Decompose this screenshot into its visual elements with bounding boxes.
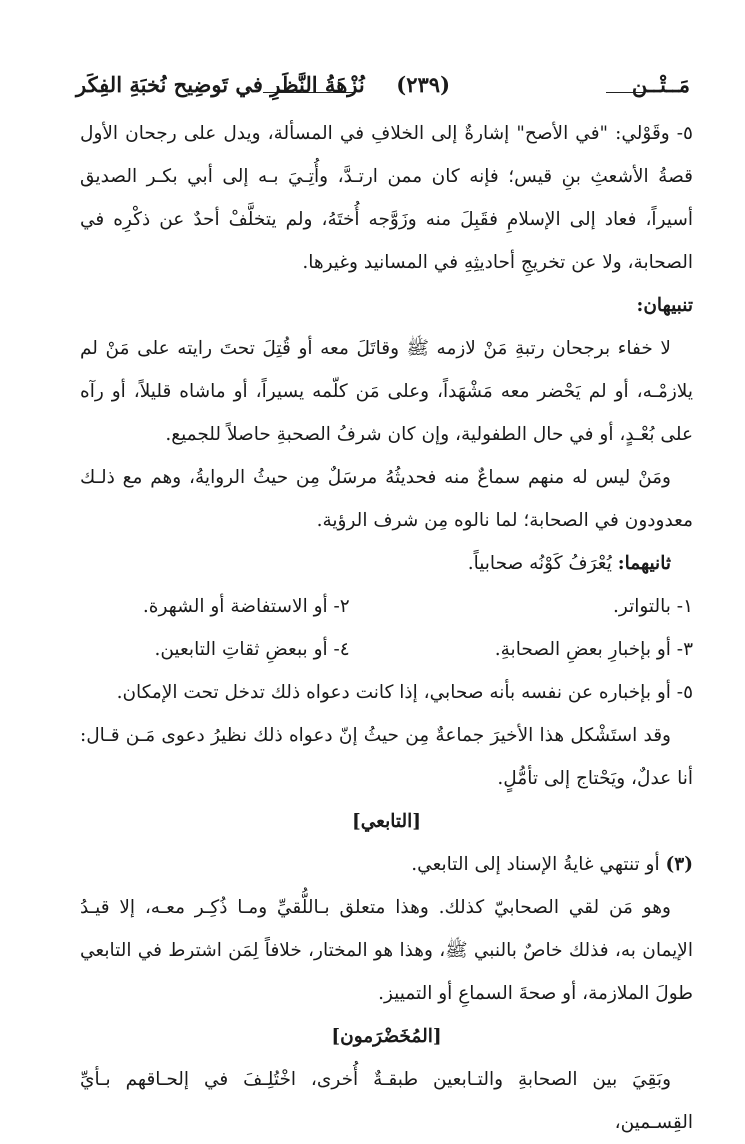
method-2: ٢- أو الاستفاضة أو الشهرة. xyxy=(142,596,350,617)
heading-tabii: [التابعي] xyxy=(352,811,421,832)
paragraph-objection: وقد استَشْكل هذا الأخيرَ جماعةٌ مِن حيثُ إنّ دعواه ذلك نظيرُ دعوى مَـن قـال: أنا عدلٌ، ويَحْتاج إلى تأمُّلٍ. xyxy=(80,725,693,789)
tabii-point-text: أو تنتهي غايةُ الإسناد إلى التابعي. xyxy=(411,854,660,875)
paragraph-second-note xyxy=(80,542,693,585)
header-section-label: مَــتْــن xyxy=(631,72,690,97)
tanbihan-heading: تنبيهان: xyxy=(636,295,693,316)
point-5-text: "في الأصح" إشارةٌ إلى الخلافِ في المسألة، ويدل على رجحان الأول قصةُ الأشعثِ بنِ قيس؛ فإنه كان ممن ارتـدَّ، وأُتِـيَ بـه إلى أبي بكـر الصديق أسيراً، فعاد إلى الإسلامِ فقَبِلَ منه وزَوَّجه أُختَهُ، ولم يتخلَّفْ أحدٌ عن ذكْرِه في الصحابة، ولا عن تخريجِ أحاديثِهِ في المسانيد وغيرها. xyxy=(80,123,693,273)
header-rule-right xyxy=(606,92,644,93)
method-5: ٥- أو بإخباره عن نفسه بأنه صحابي، إذا كانت دعواه ذلك تدخل تحت الإمكان. xyxy=(116,682,693,703)
header-book-title: نُزْهَةُ النَّظَرِ في تَوضِيح نُخبَةِ الفِكَر xyxy=(76,72,365,97)
paragraph-tabii-definition: وهو مَن لقي الصحابيّ كذلك. وهذا متعلق بـاللُّقيِّ ومـا ذُكِـر معـه، إلا قيـدُ الإيمان به، فذلك خاصٌ بالنبي ﷺ، وهذا هو المختار، خلافاً لِمَن اشترط في التابعي طولَ الملازمة، أو صحةَ السماعِ أو التمييز. xyxy=(80,897,693,1004)
paragraph-mursal: ومَنْ ليس له منهم سماعٌ منه فحديثُهُ مرسَلٌ مِن حيثُ الروايةُ، وهم مع ذلـك معدودون في الصحابة؛ لما نالوه مِن شرف الرؤية. xyxy=(80,467,693,531)
second-note-label: ثانيهما: xyxy=(617,553,671,574)
paragraph-rank: لا خفاء برجحان رتبةِ مَنْ لازمه ﷺ وقاتَلَ معه أو قُتِلَ تحتَ رايته على مَنْ لم يلازمْـه، أو لم يَحْضر معه مَشْهَداً، وعلى مَن كلّمه يسيراً، أو ماشاه قليلاً، أو رآه على بُعْـدٍ، أو في حال الطفولية، وإن كان شرفُ الصحبةِ حاصلاً للجميع. xyxy=(80,338,693,445)
page-body xyxy=(80,112,693,1144)
running-header xyxy=(76,66,690,106)
header-page-number: (٢٣٩) xyxy=(396,72,450,97)
paragraph-mukhadram: وبَقِيَ بين الصحابةِ والتـابعين طبقـةٌ أُخرى، اخْتُلِـفَ في إلحـاقهم بـأيِّ القِسـمين، xyxy=(80,1069,693,1133)
method-1: ١- بالتواتر. xyxy=(612,596,693,617)
methods-row-2 xyxy=(80,628,693,671)
method-4: ٤- أو ببعضِ ثقاتِ التابعين. xyxy=(154,639,350,660)
heading-mukhadram: [المُخَضْرَمون] xyxy=(331,1026,442,1047)
paragraph-tabii-point xyxy=(80,843,693,886)
point-5-label: ٥- وقَوْلي: xyxy=(615,123,693,144)
method-3: ٣- أو بإخبارِ بعضِ الصحابةِ. xyxy=(494,639,693,660)
second-note-text: يُعْرَفُ كَوْنُه صحابياً. xyxy=(467,553,612,574)
paragraph-point-5 xyxy=(80,112,693,284)
methods-row-1 xyxy=(80,585,693,628)
tabii-point-label: (٣) xyxy=(665,854,693,875)
